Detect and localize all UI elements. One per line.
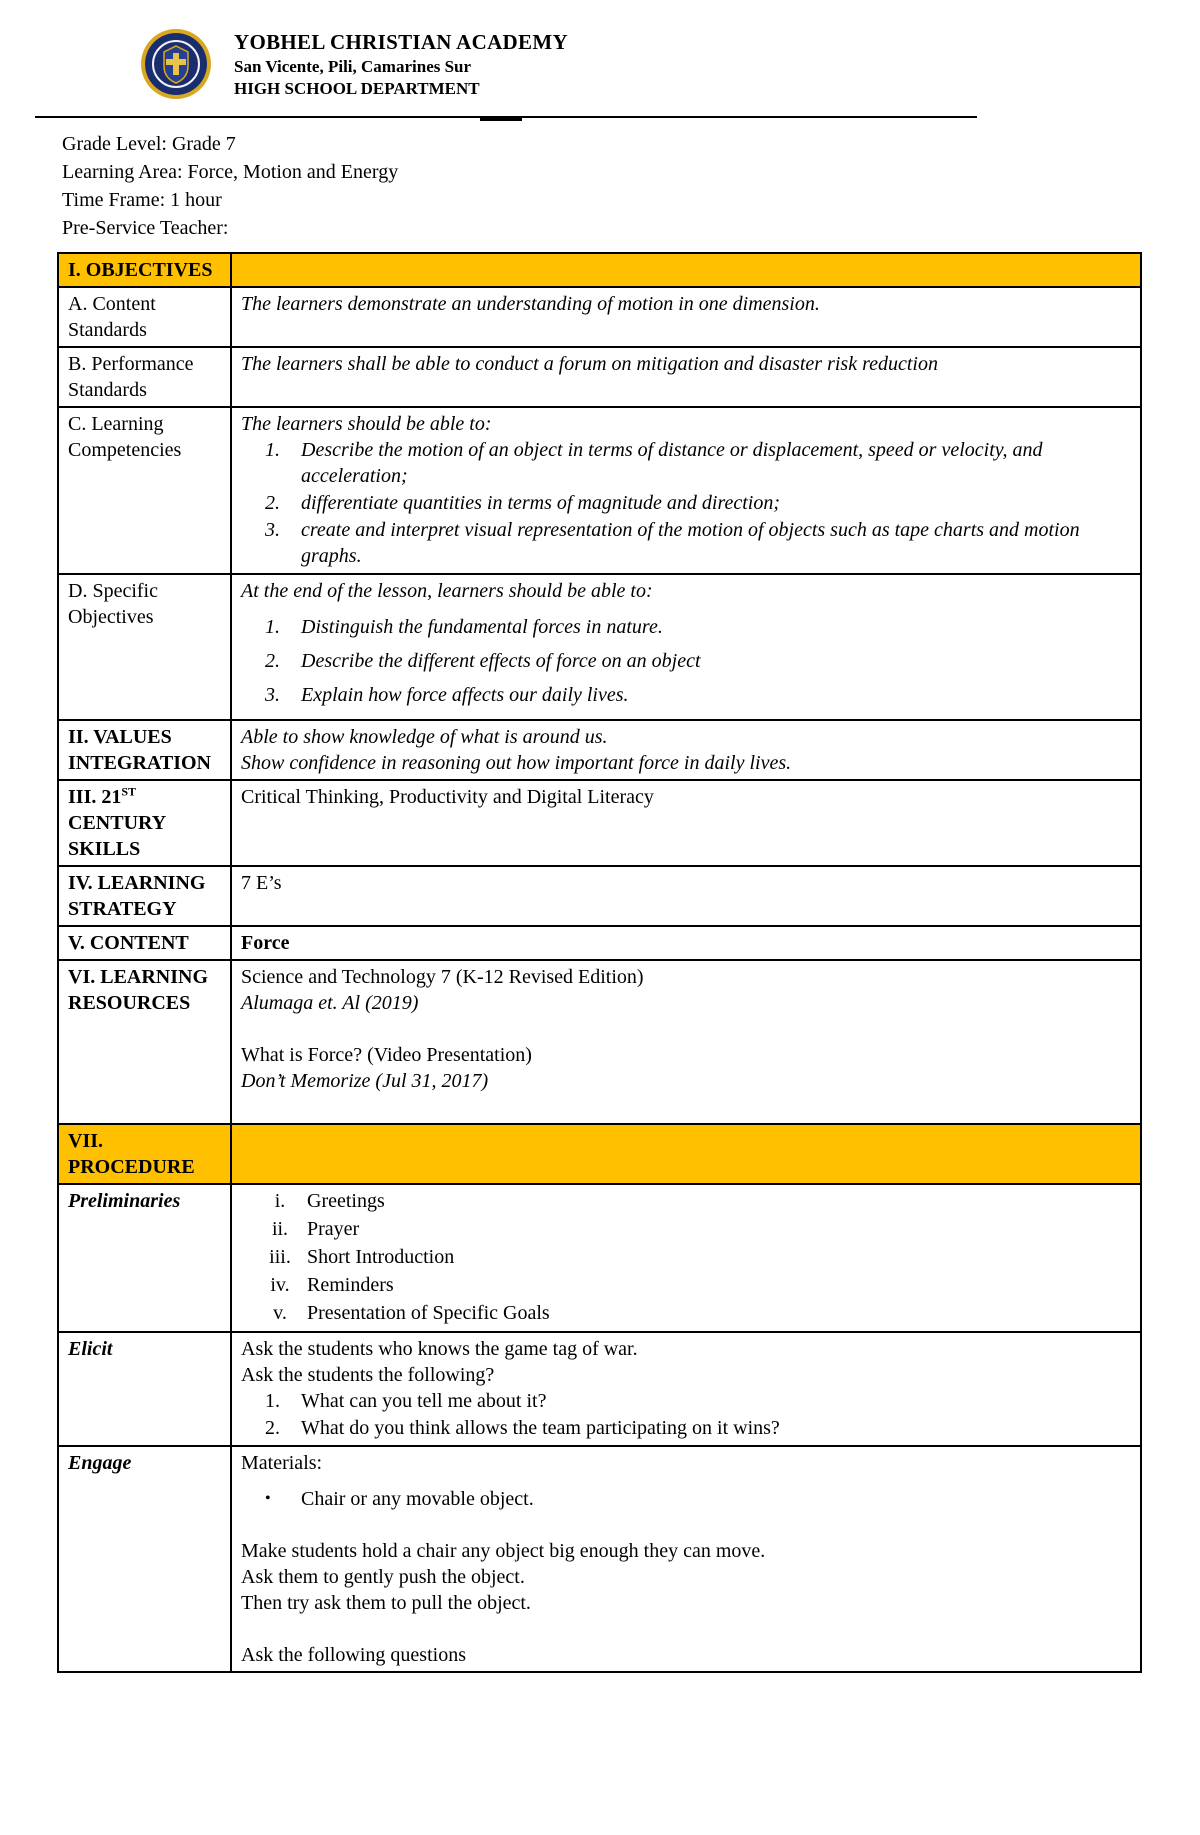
list-item-text: Greetings [307, 1190, 385, 1212]
list-item-text: Short Introduction [307, 1246, 455, 1268]
list-item-text: What do you think allows the team participating on it wins? [301, 1417, 780, 1439]
row-learning-strategy [58, 866, 1141, 926]
school-department: HIGH SCHOOL DEPARTMENT [234, 78, 480, 98]
engage-label: Engage [58, 1446, 231, 1672]
list-item-marker: iv. [270, 1274, 290, 1296]
procedure-header-label: VII. PROCEDURE [58, 1124, 231, 1184]
list-item-marker: 1. [265, 1390, 280, 1412]
performance-standards-label: B. Performance Standards [58, 347, 231, 407]
list-item [265, 490, 1131, 516]
list-item [265, 437, 1131, 489]
elicit-list [265, 1388, 1131, 1441]
preliminaries-label: Preliminaries [58, 1184, 231, 1332]
row-engage [58, 1446, 1141, 1672]
list-item [265, 648, 1131, 674]
row-preliminaries [58, 1184, 1141, 1332]
engage-closing: Ask the following questions [241, 1644, 466, 1666]
engage-materials-label: Materials: [241, 1452, 323, 1474]
specific-objectives-label: D. Specific Objectives [58, 574, 231, 720]
pre-service-teacher-line: Pre-Service Teacher: [62, 217, 229, 239]
list-item-marker: 2. [265, 650, 280, 672]
list-item-marker: 1. [265, 439, 280, 461]
century-skills-label-prefix: III. 21 [68, 786, 122, 808]
content-standards-label: A. Content Standards [58, 287, 231, 347]
list-item [265, 682, 1131, 708]
values-line: Show confidence in reasoning out how important force in daily lives. [241, 752, 792, 774]
elicit-line: Ask the students who knows the game tag of war. [241, 1338, 638, 1360]
time-frame-line: Time Frame: 1 hour [62, 189, 222, 211]
school-name: YOBHEL CHRISTIAN ACADEMY [234, 29, 568, 54]
row-specific-objectives [58, 574, 1141, 720]
learning-resources-content [231, 960, 1141, 1124]
list-item-marker: iii. [269, 1246, 291, 1268]
learning-strategy-text: 7 E’s [231, 866, 1141, 926]
century-skills-label-sup: ST [121, 784, 137, 799]
list-item-text: Describe the motion of an object in terms of distance or displacement, speed or velocity, and acceleration; [301, 439, 1043, 487]
performance-standards-text: The learners shall be able to conduct a forum on mitigation and disaster risk reduction [231, 347, 1141, 407]
row-objectives-header [58, 253, 1141, 287]
bullet-icon: • [265, 1490, 271, 1507]
century-skills-text: Critical Thinking, Productivity and Digital Literacy [231, 780, 1141, 866]
resource-line: What is Force? (Video Presentation) [241, 1044, 532, 1066]
century-skills-label-suffix: CENTURY SKILLS [68, 812, 166, 860]
content-standards-text: The learners demonstrate an understanding of motion in one dimension. [231, 287, 1141, 347]
list-item-text: What can you tell me about it? [301, 1390, 547, 1412]
list-item-text: Chair or any movable object. [301, 1488, 534, 1510]
list-item [253, 1216, 1131, 1242]
list-item-text: differentiate quantities in terms of magnitude and direction; [301, 492, 781, 514]
engage-line: Then try ask them to pull the object. [241, 1592, 531, 1614]
objectives-header-spacer [231, 253, 1141, 287]
list-item-text: Distinguish the fundamental forces in nature. [301, 616, 663, 638]
row-performance-standards [58, 347, 1141, 407]
list-item [265, 1415, 1131, 1441]
specific-objectives-intro: At the end of the lesson, learners should be able to: [241, 580, 653, 602]
elicit-line: Ask the students the following? [241, 1364, 495, 1386]
preliminaries-content [231, 1184, 1141, 1332]
learning-resources-label: VI. LEARNING RESOURCES [58, 960, 231, 1124]
list-item-text: Prayer [307, 1218, 360, 1240]
specific-objectives-content [231, 574, 1141, 720]
school-header-text [234, 30, 568, 99]
resource-line: Don’t Memorize (Jul 31, 2017) [241, 1070, 489, 1092]
grade-level-line: Grade Level: Grade 7 [62, 133, 236, 155]
list-item [253, 1188, 1131, 1214]
list-item [265, 1486, 1131, 1512]
list-item-marker: ii. [271, 1218, 289, 1240]
list-item [265, 517, 1131, 569]
preliminaries-list [253, 1188, 1131, 1326]
century-skills-label [58, 780, 231, 866]
learning-competencies-label: C. Learning Competencies [58, 407, 231, 574]
list-item-text: Reminders [307, 1274, 394, 1296]
specific-objectives-list [265, 614, 1131, 708]
list-item-marker: 1. [265, 616, 280, 638]
resource-line: Science and Technology 7 (K-12 Revised Edition) [241, 966, 644, 988]
list-item-marker: 3. [265, 684, 280, 706]
row-content-standards [58, 287, 1141, 347]
list-item [265, 1388, 1131, 1414]
resource-line: Alumaga et. Al (2019) [241, 992, 419, 1014]
school-logo-icon [140, 28, 212, 100]
engage-line: Ask them to gently push the object. [241, 1566, 525, 1588]
row-values-integration [58, 720, 1141, 780]
procedure-header-spacer [231, 1124, 1141, 1184]
row-learning-resources [58, 960, 1141, 1124]
content-label: V. CONTENT [58, 926, 231, 960]
document-header [0, 0, 1200, 100]
list-item-text: create and interpret visual representation of the motion of objects such as tape charts and motion graphs. [301, 519, 1080, 567]
list-item-marker: 3. [265, 519, 280, 541]
list-item [253, 1300, 1131, 1326]
row-century-skills [58, 780, 1141, 866]
list-item [265, 614, 1131, 640]
learning-competencies-content [231, 407, 1141, 574]
elicit-label: Elicit [58, 1332, 231, 1446]
row-procedure-header [58, 1124, 1141, 1184]
learning-competencies-intro: The learners should be able to: [241, 413, 492, 435]
values-integration-label: II. VALUES INTEGRATION [58, 720, 231, 780]
row-elicit [58, 1332, 1141, 1446]
header-rule-dash [480, 116, 522, 121]
elicit-content [231, 1332, 1141, 1446]
values-line: Able to show knowledge of what is around us. [241, 726, 608, 748]
engage-materials-list [265, 1486, 1131, 1512]
engage-content [231, 1446, 1141, 1672]
learning-strategy-label: IV. LEARNING STRATEGY [58, 866, 231, 926]
list-item-marker: v. [273, 1302, 287, 1324]
header-divider [35, 116, 977, 118]
row-learning-competencies [58, 407, 1141, 574]
list-item-text: Describe the different effects of force on an object [301, 650, 701, 672]
values-integration-content [231, 720, 1141, 780]
content-text: Force [231, 926, 1141, 960]
list-item-marker: 2. [265, 1417, 280, 1439]
list-item-marker: 2. [265, 492, 280, 514]
objectives-header-label: I. OBJECTIVES [58, 253, 231, 287]
lesson-meta [0, 118, 1200, 242]
list-item-text: Explain how force affects our daily lives. [301, 684, 629, 706]
list-item [253, 1272, 1131, 1298]
learning-competencies-list [265, 437, 1131, 569]
list-item [253, 1244, 1131, 1270]
school-address: San Vicente, Pili, Camarines Sur [234, 56, 472, 76]
row-content [58, 926, 1141, 960]
list-item-marker: i. [274, 1190, 286, 1212]
engage-line: Make students hold a chair any object big enough they can move. [241, 1540, 766, 1562]
learning-area-line: Learning Area: Force, Motion and Energy [62, 161, 399, 183]
list-item-text: Presentation of Specific Goals [307, 1302, 550, 1324]
lesson-plan-table [57, 252, 1142, 1673]
